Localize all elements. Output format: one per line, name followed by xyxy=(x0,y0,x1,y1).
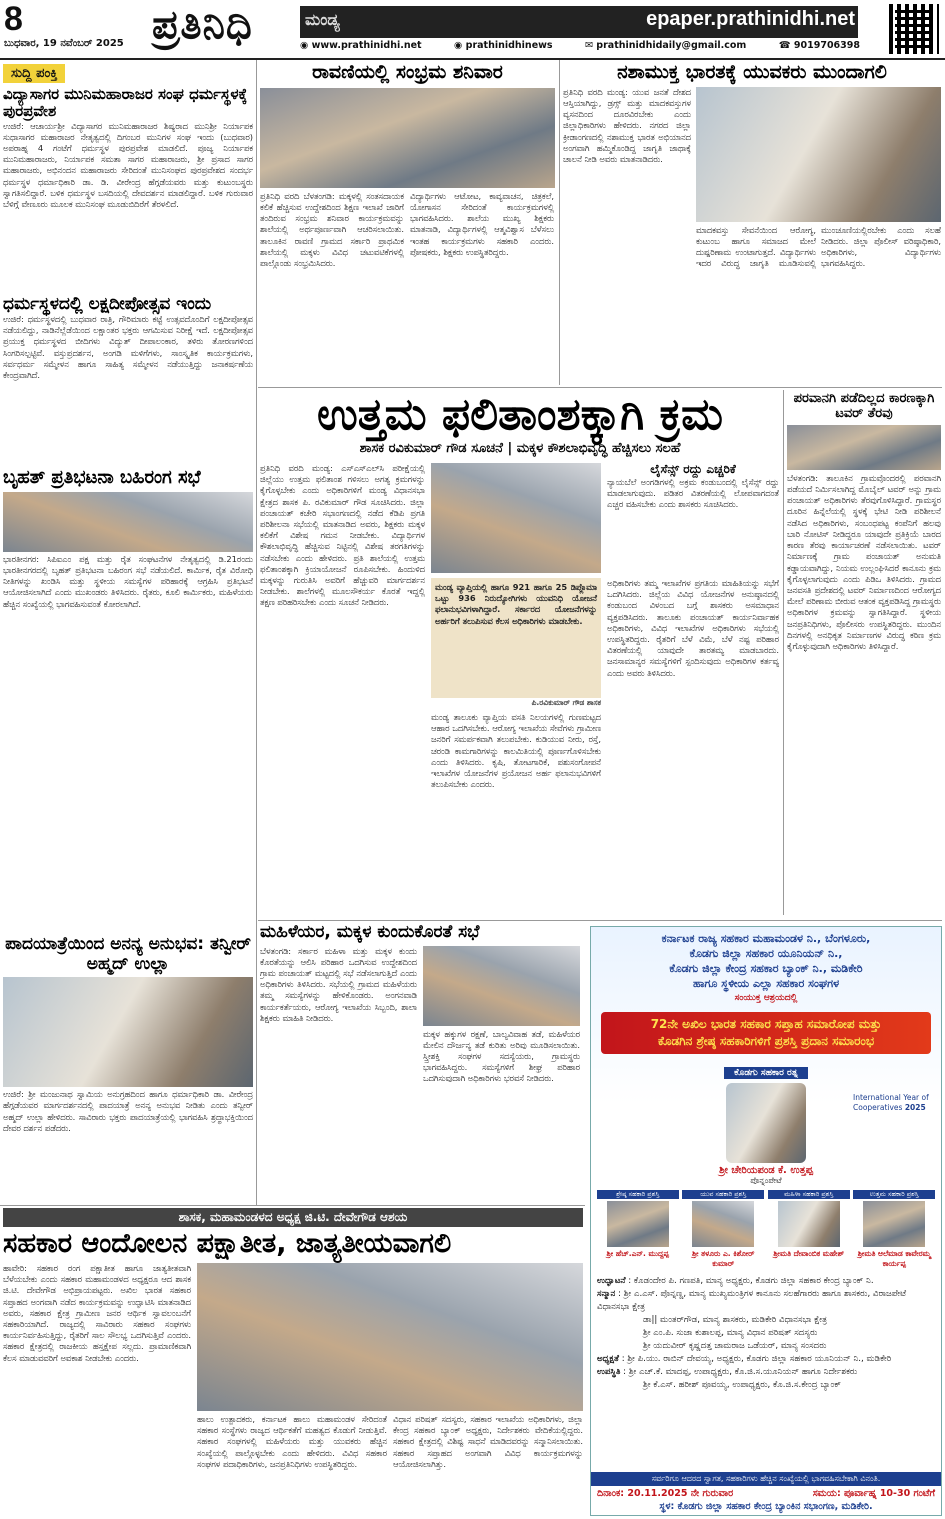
story-headline[interactable]: ಮಹಿಳೆಯರ, ಮಕ್ಕಳ ಕುಂದುಕೊರತೆ ಸಭೆ xyxy=(260,923,480,942)
ad-organizer: ಕರ್ನಾಟಕ ರಾಜ್ಯ ಸಹಕಾರ ಮಹಾಮಂಡಳ ನಿ., ಬೆಂಗಳೂರು, xyxy=(661,932,871,945)
story-body: ಬೆಳತಂಗಡಿ: ಸರ್ಕಾರ ಮಹಿಳಾ ಮತ್ತು ಮಕ್ಕಳ ಕುಂದು ಕೊರತೆಯನ್ನು ಆಲಿಸಿ ಪರಿಹಾರ ಒದಗಿಸುವ ಉದ್ದೇಶದಿಂದ ಗ್ರಾಮ ಪಂಚಾಯತ್ ಮಟ್ಟದಲ್ಲಿ ಸಭೆ ನಡೆಸಲಾಗುತ್ತಿದೆ ಎಂದು ಅಧಿಕಾರಿಗಳು ತಿಳಿಸಿದರು. ಸಭೆಯಲ್ಲಿ ಗ್ರಾಮದ ಮಹಿಳೆಯರು ತಮ್ಮ ಸಮಸ್ಯೆಗಳನ್ನು ಹೇಳಿಕೊಂಡರು. ಅಂಗನವಾಡಿ ಕಾರ್ಯಕರ್ತೆಯರು, ಆರೋಗ್ಯ ಇಲಾಖೆಯ ಸಿಬ್ಬಂದಿ, ಶಾಲಾ ಶಿಕ್ಷಕರು ಮಾಹಿತಿ ನೀಡಿದರು. xyxy=(260,945,417,1023)
quote-attribution: ಪಿ.ರವಿಕುಮಾರ್ ಗೌಡ ಶಾಸಕ xyxy=(531,697,601,707)
story-body: ಅಧಿಕಾರಿಗಳು ತಮ್ಮ ಇಲಾಖೆಗಳ ಪ್ರಗತಿಯ ಮಾಹಿತಿಯನ್ನು ಸಭೆಗೆ ಒದಗಿಸಿದರು. ಜಿಲ್ಲೆಯ ವಿವಿಧ ಯೋಜನೆಗಳ ಅನುಷ್ಠಾನದಲ್ಲಿ ಕಂಡುಬಂದ ವಿಳಂಬದ ಬಗ್ಗೆ ಶಾಸಕರು ಅಸಮಾಧಾನ ವ್ಯಕ್ತಪಡಿಸಿದರು. ತಾಲೂಕು ಪಂಚಾಯತ್ ಕಾರ್ಯನಿರ್ವಾಹಕ ಅಧಿಕಾರಿಗಳು, ವಿವಿಧ ಇಲಾಖೆಗಳ ಅಧಿಕಾರಿಗಳು ಸಭೆಯಲ್ಲಿ ಉಪಸ್ಥಿತರಿದ್ದರು. ರೈತರಿಗೆ ಬೆಳೆ ವಿಮೆ, ಬೆಳೆ ನಷ್ಟ ಪರಿಹಾರ ವಿತರಣೆಯಲ್ಲಿ ಯಾವುದೇ ತಾರತಮ್ಯ ಮಾಡಬಾರದು. ಜನಸಾಮಾನ್ಯರ ಸಮಸ್ಯೆಗಳಿಗೆ ಸ್ಪಂದಿಸುವುದು ಅಧಿಕಾರಿಗಳ ಕರ್ತವ್ಯ ಎಂದು ಅವರು ತಿಳಿಸಿದರು. xyxy=(607,577,779,678)
masthead xyxy=(0,0,945,60)
ad-title-line: ಕೊಡಗಿನ ಶ್ರೇಷ್ಠ ಸಹಕಾರಿಗಳಿಗೆ ಪ್ರಶಸ್ತಿ ಪ್ರದಾನ ಸಮಾರಂಭ xyxy=(657,1034,875,1048)
iyc-logo: International Year of Cooperatives 2025 xyxy=(853,1093,929,1112)
awardee-name: ಶ್ರೀಮತಿ ಆಲೆಮಾಡ ಕಾವೇರಮ್ಮ ಕಾರ್ಯಪ್ಪ xyxy=(857,1249,931,1268)
meeting-photo xyxy=(431,463,601,573)
edition-city: ಮಂಡ್ಯ xyxy=(305,10,340,29)
meeting-photo xyxy=(423,946,580,1026)
ad-organizer: ಕೊಡಗು ಜಿಲ್ಲಾ ಸಹಕಾರ ಯೂನಿಯನ್ ನಿ., xyxy=(689,947,843,960)
story-body: ವಿಧಾನ ಪರಿಷತ್ ಸದಸ್ಯರು, ಸಹಕಾರ ಇಲಾಖೆಯ ಅಧಿಕಾರಿಗಳು, ಜಿಲ್ಲಾ ಕೇಂದ್ರ ಸಹಕಾರ ಬ್ಯಾಂಕ್ ಅಧ್ಯಕ್ಷರು, ನಿರ್ದೇಶಕರು ವೇದಿಕೆಯಲ್ಲಿದ್ದರು. ಸಹಕಾರ ಕ್ಷೇತ್ರದಲ್ಲಿ ವಿಶಿಷ್ಟ ಸಾಧನೆ ಮಾಡಿದವರನ್ನು ಸನ್ಮಾನಿಸಲಾಯಿತು. ಸಹಕಾರ ಸಪ್ತಾಹದ ಅಂಗವಾಗಿ ವಿವಿಧ ಕಾರ್ಯಕ್ರಮಗಳನ್ನು ಆಯೋಜಿಸಲಾಗಿತ್ತು. xyxy=(393,1414,583,1469)
cooperative-story xyxy=(3,1208,583,1516)
boxed-headline: ಲೈಸೆನ್ಸ್ ರದ್ದು ಎಚ್ಚರಿಕೆ xyxy=(650,461,736,476)
newspaper-logo: ಪ್ರತಿನಿಧಿ xyxy=(152,2,253,48)
quote-text: ಮಂಡ್ಯ ವ್ಯಾಪ್ತಿಯಲ್ಲಿ ಹಾಗೂ 921 ಹಾಗೂ 25 ಡಿಪ್ಲೊಮಾ ಒಟ್ಟು 936 ನಿರುದ್ಯೋಗಿಗಳು ಯುವನಿಧಿ ಯೋಜನೆ ಫಲಾನುಭವಿಗಳಾಗಿದ್ದಾರೆ. ಸರ್ಕಾರದ ಯೋಜನೆಗಳನ್ನು ಅರ್ಹರಿಗೆ ತಲುಪಿಸುವ ಕೆಲಸ ಅಧಿಕಾರಿಗಳು ಮಾಡಬೇಕು. xyxy=(435,581,597,626)
story-headline[interactable]: ನಶಾಮುಕ್ತ ಭಾರತಕ್ಕೆ ಯುವಕರು ಮುಂದಾಗಲಿ xyxy=(617,62,887,83)
award-label: ಕೊಡಗು ಸಹಕಾರ ರತ್ನ xyxy=(724,1067,808,1079)
story-body: ಉಜಿರೆ: ಧರ್ಮಸ್ಥಳದಲ್ಲಿ ಬುಧವಾರ ರಾತ್ರಿ, ಗೌರಿಮಾರು ಕಟ್ಟೆ ಉತ್ಸವದೊಂದಿಗೆ ಲಕ್ಷದೀಪೋತ್ಸವ ನಡೆಯಲಿದ್ದು, ನಾಡಿನೆಲ್ಲೆಡೆಯಿಂದ ಲಕ್ಷಾಂತರ ಭಕ್ತರು ಆಗಮಿಸುವ ನಿರೀಕ್ಷೆ ಇದೆ. ಲಕ್ಷದೀಪೋತ್ಸವ ಪ್ರಯುಕ್ತ ಧರ್ಮಸ್ಥಳದ ಬೀದಿಗಳು ವಿದ್ಯುತ್ ದೀಪಾಲಂಕಾರ, ತಳಿರು ತೋರಣಗಳಿಂದ ಸಿಂಗರಿಸಲ್ಪಟ್ಟಿವೆ. ವಸ್ತುಪ್ರದರ್ಶನ, ಅಂಗಡಿ ಮಳಿಗೆಗಳು, ಸಾಂಸ್ಕೃತಿಕ ಕಾರ್ಯಕ್ರಮಗಳು, ಸರ್ವಧರ್ಮ ಸಮ್ಮೇಳನ ಹಾಗೂ ಸಾಹಿತ್ಯ ಸಮ್ಮೇಳನ ನಡೆಯುತ್ತಿದ್ದು ಜನಾಕರ್ಷಣೆಯ ಕೇಂದ್ರವಾಗಿದೆ. xyxy=(3,314,253,381)
story-body: ಉಜಿರೆ: ಆಚಾರ್ಯಶ್ರೀ ವಿದ್ಯಾಸಾಗರ ಮುನಿಮಹಾರಾಜರ ಶಿಷ್ಯರಾದ ಮುನಿಶ್ರೀ ನಿರ್ಯಾಪಕ ಸುಧಾಸಾಗರ ಮಹಾರಾಜರ ನೇತೃತ್ವದಲ್ಲಿ ದಿಗಂಬರ ಮುನಿಗಳ ಸಂಘ ಇಂದು (ಬುಧವಾರ) ಅಪರಾಹ್ನ 4 ಗಂಟೆಗೆ ಧರ್ಮಸ್ಥಳ ಪುರಪ್ರವೇಶ ಮಾಡಲಿದೆ. ಪೂಜ್ಯ ನಿರ್ಯಾಪಕ ಮುನಿಮಹಾರಾಜರು, ನಿರ್ಯಾಪಕ ಸಮತಾ ಸಾಗರ ಮಹಾರಾಜರು, ಶ್ರೀ ಪ್ರಸಾದ ಸಾಗರ ಮಹಾರಾಜರು, ಅಭಿನಂದನ ಮಹಾರಾಜರು ಸೇರಿದಂತೆ ಮುನಿಸಂಘದ ಪುರಪ್ರವೇಶದ ಸಂದರ್ಭ ಧರ್ಮಸ್ಥಳ ಧರ್ಮಾಧಿಕಾರಿ ಡಾ. ಡಿ. ವೀರೇಂದ್ರ ಹೆಗ್ಗಡೆಯವರು ಮತ್ತು ಕುಟುಂಬಸ್ಥರು ಸ್ವಾಗತಿಸಲಿದ್ದಾರೆ. ಬಳಿಕ ಧರ್ಮಸ್ಥಳ ಬಸದಿಯಲ್ಲಿ ದೇವದರ್ಶನ ಮಾಡಲಿದ್ದಾರೆ. ಬಳಿಕ ಗುರುವಾರ ಬೆಳಿಗ್ಗೆ ವೇಣೂರು ಮೂಲಕ ಮುನಿಸಂಘ ಮೂಡುಬಿದಿರೆಗೆ ತೆರಳಲಿದೆ. xyxy=(3,120,253,209)
story-body: ಮಕ್ಕಳ ಹಕ್ಕುಗಳ ರಕ್ಷಣೆ, ಬಾಲ್ಯವಿವಾಹ ತಡೆ, ಮಹಿಳೆಯರ ಮೇಲಿನ ದೌರ್ಜನ್ಯ ತಡೆ ಕುರಿತು ಅರಿವು ಮೂಡಿಸಲಾಯಿತು. ಸ್ತ್ರೀಶಕ್ತಿ ಸಂಘಗಳ ಸದಸ್ಯೆಯರು, ಗ್ರಾಮಸ್ಥರು ಭಾಗವಹಿಸಿದ್ದರು. ಸಮಸ್ಯೆಗಳಿಗೆ ಶೀಘ್ರ ಪರಿಹಾರ ಒದಗಿಸುವುದಾಗಿ ಅಧಿಕಾರಿಗಳು ಭರವಸೆ ನೀಡಿದರು. xyxy=(423,1028,580,1084)
column-rule xyxy=(256,60,257,1205)
ad-organizer-note: ಸಂಯುಕ್ತ ಆಶ್ರಯದಲ್ಲಿ xyxy=(734,993,798,1003)
story-headline[interactable]: ಬೃಹತ್ ಪ್ರತಿಭಟನಾ ಬಹಿರಂಗ ಸಭೆ xyxy=(3,467,201,489)
awardee-photo xyxy=(863,1201,925,1247)
story-body: ಹಾಲು ಉತ್ಪಾದಕರು, ಕರ್ನಾಟಕ ಹಾಲು ಮಹಾಮಂಡಳ ಸೇರಿದಂತೆ ಸಹಕಾರ ಸಂಸ್ಥೆಗಳು ರಾಜ್ಯದ ಆರ್ಥಿಕತೆಗೆ ಮಹತ್ವದ ಕೊಡುಗೆ ನೀಡುತ್ತಿವೆ. ಸಹಕಾರ ಸಂಘಗಳಲ್ಲಿ ಮಹಿಳೆಯರು ಮತ್ತು ಯುವಕರು ಹೆಚ್ಚಿನ ಸಂಖ್ಯೆಯಲ್ಲಿ ಪಾಲ್ಗೊಳ್ಳಬೇಕು ಎಂದು ಹೇಳಿದರು. ವಿವಿಧ ಸಹಕಾರ ಸಂಘಗಳ ಪದಾಧಿಕಾರಿಗಳು, ಜನಪ್ರತಿನಿಧಿಗಳು ಉಪಸ್ಥಿತರಿದ್ದರು. xyxy=(197,1414,387,1469)
section-rule xyxy=(258,920,942,921)
section-kicker: ಸುದ್ದಿ ಪಂಕ್ತಿ xyxy=(3,64,65,83)
story-headline[interactable]: ಧರ್ಮಸ್ಥಳದಲ್ಲಿ ಲಕ್ಷದೀಪೋತ್ಸವ ಇಂದು xyxy=(3,293,212,314)
quote-box xyxy=(431,578,601,698)
column-rule xyxy=(783,390,784,915)
section-rule xyxy=(0,1205,585,1206)
padayatra-photo xyxy=(3,977,253,1087)
ad-program-row: ಅಧ್ಯಕ್ಷತೆ : ಶ್ರೀ ಪಿ.ಯು. ರಾಬಿನ್ ದೇವಯ್ಯ, ಅಧ್ಯಕ್ಷರು, ಕೊಡಗು ಜಿಲ್ಲಾ ಸಹಕಾರ ಯೂನಿಯನ್ ನಿ., ಮಡಿಕೇರಿ xyxy=(597,1354,892,1364)
award-category: ಮಹಿಳಾ ಸಹಕಾರಿ ಪ್ರಶಸ್ತಿ xyxy=(768,1190,850,1199)
awardee-name: ಶ್ರೀ ತಳೂರು ಎ. ಕಿಶೋರ್ ಕುಮಾರ್ xyxy=(691,1249,755,1268)
story-headline[interactable]: ರಾವಣಿಯಲ್ಲಿ ಸಂಭ್ರಮ ಶನಿವಾರ xyxy=(312,62,503,83)
top-middle-story xyxy=(260,62,555,384)
rally-photo xyxy=(696,87,941,222)
page-number: 8 xyxy=(4,0,23,38)
issue-date: ಬುಧವಾರ, 19 ನವೆಂಬರ್ 2025 xyxy=(4,38,124,49)
website-link[interactable]: ◉ www.prathinidhi.net xyxy=(300,40,422,51)
award-category: ಯುವ ಸಹಕಾರಿ ಪ್ರಶಸ್ತಿ xyxy=(682,1190,764,1199)
lead-story xyxy=(260,390,780,920)
contact-strip xyxy=(300,40,860,51)
awardee-name: ಶ್ರೀ ಹೆಚ್.ಎನ್. ಮುದ್ದಪ್ಪ xyxy=(606,1249,669,1258)
top-right-story xyxy=(563,62,941,384)
story-headline[interactable]: ವಿದ್ಯಾಸಾಗರ ಮುನಿಮಹಾರಾಜರ ಸಂಘ ಧರ್ಮಸ್ಥಳಕ್ಕೆ ಪುರಪ್ರವೇಶ xyxy=(3,85,248,121)
story-body: ಉಜಿರೆ: ಶ್ರೀ ಮಂಜುನಾಥ ಸ್ವಾಮಿಯ ಅನುಗ್ರಹದಿಂದ ಹಾಗೂ ಧರ್ಮಾಧಿಕಾರಿ ಡಾ. ವೀರೇಂದ್ರ ಹೆಗ್ಗಡೆಯವರ ಮಾರ್ಗದರ್ಶನದಲ್ಲಿ ಪಾದಯಾತ್ರೆ ಅನನ್ಯ ಅನುಭವ ನೀಡಿತು ಎಂದು ತನ್ವೀರ್ ಅಹ್ಮದ್ ಉಲ್ಲಾ ಹೇಳಿದರು. ಸಾವಿರಾರು ಭಕ್ತರು ಪಾದಯಾತ್ರೆಯಲ್ಲಿ ಭಾಗವಹಿಸಿ ಶ್ರದ್ಧಾಭಕ್ತಿಯಿಂದ ದೇವರ ದರ್ಶನ ಪಡೆದರು. xyxy=(3,1089,253,1133)
school-event-photo xyxy=(260,88,555,188)
story-headline[interactable]: ಪಾದಯಾತ್ರೆಯಿಂದ ಅನನ್ಯ ಅನುಭವ: ತನ್ವೀರ್ ಅಹ್ಮದ್ ಉಲ್ಲಾ xyxy=(5,935,251,974)
ad-program-row: ಉದ್ಘಾಟನೆ : ಕೊಡಂದೇರ ಪಿ. ಗಣಪತಿ, ಮಾನ್ಯ ಅಧ್ಯಕ್ಷರು, ಕೊಡಗು ಜಿಲ್ಲಾ ಸಹಕಾರ ಕೇಂದ್ರ ಬ್ಯಾಂಕ್ ನಿ. xyxy=(597,1276,874,1286)
awardee-photo xyxy=(778,1201,840,1247)
awardee-photo xyxy=(726,1083,806,1163)
ad-organizer: ಕೊಡಗು ಜಿಲ್ಲಾ ಕೇಂದ್ರ ಸಹಕಾರ ಬ್ಯಾಂಕ್ ನಿ., ಮಡಿಕೇರಿ xyxy=(669,962,863,975)
social-handle[interactable]: ◉ prathinidhinews xyxy=(454,40,553,51)
awardee-name: ಶ್ರೀಮತಿ ದೇವಾಂಬಿಕ ಮಹೇಶ್ xyxy=(773,1249,845,1258)
ad-program-row: ಉಪಸ್ಥಿತಿ : ಶ್ರೀ ಎಚ್.ಕೆ. ಮಾದಪ್ಪ, ಉಪಾಧ್ಯಕ್ಷರು, ಕೊ.ಜಿ.ಸ.ಯೂನಿಯನ್ ಹಾಗೂ ನಿರ್ದೇಶಕರು xyxy=(597,1367,858,1377)
phone-number: ☎ 9019706398 xyxy=(778,40,860,51)
ad-title-line: 72ನೇ ಅಖಿಲ ಭಾರತ ಸಹಕಾರ ಸಪ್ತಾಹ ಸಮಾರೋಪ ಮತ್ತು xyxy=(650,1017,882,1031)
story-kicker: ಶಾಸಕ, ಮಹಾಮಂಡಳದ ಅಧ್ಯಕ್ಷ ಜಿ.ಟಿ. ದೇವೇಗೌಡ ಆಶಯ xyxy=(3,1208,583,1227)
story-body: ಪ್ರತಿನಿಧಿ ವರದಿ ಮಂಡ್ಯ: ಯುವ ಜನತೆ ದೇಶದ ಆಸ್ತಿಯಾಗಿದ್ದು, ಡ್ರಗ್ಸ್ ಮತ್ತು ಮಾದಕವಸ್ತುಗಳ ವ್ಯಸನದಿಂದ ದೂರವಿರಬೇಕು ಎಂದು ಜಿಲ್ಲಾಧಿಕಾರಿಗಳು ಹೇಳಿದರು. ನಗರದ ಜಿಲ್ಲಾ ಕ್ರೀಡಾಂಗಣದಲ್ಲಿ ನಶಾಮುಕ್ತ ಭಾರತ ಅಭಿಯಾನದ ಅಂಗವಾಗಿ ಹಮ್ಮಿಕೊಂಡಿದ್ದ ಜಾಗೃತಿ ಜಾಥಾಕ್ಕೆ ಚಾಲನೆ ನೀಡಿ ಅವರು ಮಾತನಾಡಿದರು. xyxy=(563,86,691,165)
story-body: ವಿದ್ಯಾರ್ಥಿಗಳು ಆಟೋಟ, ಕಾವ್ಯವಾಚನ, ಚಿತ್ರಕಲೆ, ಯೋಗಾಸನ ಸೇರಿದಂತೆ ಕಾರ್ಯಕ್ರಮಗಳಲ್ಲಿ ಭಾಗವಹಿಸಿದರು. ಶಾಲೆಯ ಮುಖ್ಯ ಶಿಕ್ಷಕರು ಮಾತನಾಡಿ, ವಿದ್ಯಾರ್ಥಿಗಳಲ್ಲಿ ಆತ್ಮವಿಶ್ವಾಸ ಬೆಳೆಸಲು ಇಂತಹ ಕಾರ್ಯಕ್ರಮಗಳು ಸಹಕಾರಿ ಎಂದರು. ಪೋಷಕರು, ಶಿಕ್ಷಕರು ಉಪಸ್ಥಿತರಿದ್ದರು. xyxy=(410,190,554,257)
ad-program-row: ಶ್ರೀ ಎಂ.ಪಿ. ಸುಜಾ ಕುಶಾಲಪ್ಪ, ಮಾನ್ಯ ವಿಧಾನ ಪರಿಷತ್ ಸದಸ್ಯರು xyxy=(643,1328,818,1338)
women-children-story xyxy=(260,923,580,1203)
lead-headline[interactable]: ಉತ್ತಮ ಫಲಿತಾಂಶಕ್ಕಾಗಿ ಕ್ರಮ xyxy=(316,390,724,440)
press-meet-photo xyxy=(3,492,253,552)
story-body: ಪ್ರತಿನಿಧಿ ವರದಿ ಬೆಳತಂಗಡಿ: ಮಕ್ಕಳಲ್ಲಿ ಸಂತಸದಾಯಕ ಕಲಿಕೆ ಹೆಚ್ಚಿಸುವ ಉದ್ದೇಶದಿಂದ ಶಿಕ್ಷಣ ಇಲಾಖೆ ಜಾರಿಗೆ ತಂದಿರುವ ಸಂಭ್ರಮ ಶನಿವಾರ ಕಾರ್ಯಕ್ರಮವನ್ನು ಶಾಲೆಯಲ್ಲಿ ಅರ್ಥಪೂರ್ಣವಾಗಿ ಆಚರಿಸಲಾಯಿತು. ತಾಲೂಕಿನ ರಾವಣಿ ಗ್ರಾಮದ ಸರ್ಕಾರಿ ಪ್ರಾಥಮಿಕ ಶಾಲೆಯಲ್ಲಿ ಮಕ್ಕಳು ವಿವಿಧ ಚಟುವಟಿಕೆಗಳಲ್ಲಿ ಪಾಲ್ಗೊಂಡು ಸಂಭ್ರಮಿಸಿದರು. xyxy=(260,190,404,269)
epaper-link[interactable]: epaper.prathinidhi.net xyxy=(646,8,855,30)
ad-invitation: ಸರ್ವರಿಗೂ ಆದರದ ಸ್ವಾಗತ, ಸಹಕಾರಿಗಳು ಹೆಚ್ಚಿನ ಸಂಖ್ಯೆಯಲ್ಲಿ ಭಾಗವಹಿಸಬೇಕಾಗಿ ವಿನಂತಿ. xyxy=(591,1472,941,1486)
story-headline[interactable]: ಸಹಕಾರ ಆಂದೋಲನ ಪಕ್ಷಾತೀತ, ಜಾತ್ಯತೀಯವಾಗಲಿ xyxy=(3,1228,452,1259)
inauguration-photo xyxy=(197,1263,583,1411)
story-body: ಮಾದಕವಸ್ತು ಸೇವನೆಯಿಂದ ಆರೋಗ್ಯ, ಕುಟುಂಬ ಹಾಗೂ ಸಮಾಜದ ಮೇಲೆ ದುಷ್ಪರಿಣಾಮ ಉಂಟಾಗುತ್ತದೆ. ವಿದ್ಯಾರ್ಥಿಗಳು ಇದರ ವಿರುದ್ಧ ಜಾಗೃತಿ ಮೂಡಿಸುವಲ್ಲಿ ಮುಂಚೂಣಿಯಲ್ಲಿರಬೇಕು ಎಂದು ಸಲಹೆ ನೀಡಿದರು. ಜಿಲ್ಲಾ ಪೊಲೀಸ್ ವರಿಷ್ಠಾಧಿಕಾರಿ, ಅಧಿಕಾರಿಗಳು, ವಿದ್ಯಾರ್ಥಿಗಳು ಭಾಗವಹಿಸಿದ್ದರು. xyxy=(696,224,941,269)
story-body: ಮಂಡ್ಯ ತಾಲೂಕು ವ್ಯಾಪ್ತಿಯ ವಸತಿ ನಿಲಯಗಳಲ್ಲಿ ಗುಣಮಟ್ಟದ ಆಹಾರ ಒದಗಿಸಬೇಕು. ಆರೋಗ್ಯ ಇಲಾಖೆಯ ಸೇವೆಗಳು ಗ್ರಾಮೀಣ ಜನರಿಗೆ ಸಮರ್ಪಕವಾಗಿ ತಲುಪಬೇಕು. ಕುಡಿಯುವ ನೀರು, ರಸ್ತೆ, ಚರಂಡಿ ಕಾಮಗಾರಿಗಳನ್ನು ಕಾಲಮಿತಿಯಲ್ಲಿ ಪೂರ್ಣಗೊಳಿಸಬೇಕು ಎಂದು ತಿಳಿಸಿದರು. ಕೃಷಿ, ತೋಟಗಾರಿಕೆ, ಪಶುಸಂಗೋಪನೆ ಇಲಾಖೆಗಳ ಯೋಜನೆಗಳ ಪ್ರಯೋಜನ ಅರ್ಹ ಫಲಾನುಭವಿಗಳಿಗೆ ತಲುಪಿಸಬೇಕು ಎಂದರು. xyxy=(431,711,601,790)
ad-organizer: ಹಾಗೂ ಸ್ಥಳೀಯ ಎಲ್ಲಾ ಸಹಕಾರ ಸಂಘಗಳ xyxy=(692,977,840,990)
awardee-photo xyxy=(692,1201,754,1247)
ad-program-row: ಡಾ|| ಮಂತರ್‌ಗೌಡ, ಮಾನ್ಯ ಶಾಸಕರು, ಮಡಿಕೇರಿ ವಿಧಾನಸಭಾ ಕ್ಷೇತ್ರ xyxy=(643,1315,828,1325)
column-rule xyxy=(559,60,560,385)
boxed-text: ನ್ಯಾಯಬೆಲೆ ಅಂಗಡಿಗಳಲ್ಲಿ ಅಕ್ರಮ ಕಂಡುಬಂದಲ್ಲಿ ಲೈಸೆನ್ಸ್ ರದ್ದು ಮಾಡಲಾಗುವುದು. ಪಡಿತರ ವಿತರಣೆಯಲ್ಲಿ ಲೋಪವಾಗದಂತೆ ಎಚ್ಚರ ವಹಿಸಬೇಕು ಎಂದು ಶಾಸಕರು ಸೂಚಿಸಿದರು. xyxy=(607,476,779,510)
cooperative-advertisement[interactable] xyxy=(590,926,942,1516)
left-story-bottom xyxy=(3,935,253,1200)
ad-title-banner xyxy=(601,1012,931,1054)
story-body: ಬೆಳತಂಗಡಿ: ತಾಲೂಕಿನ ಗ್ರಾಮವೊಂದರಲ್ಲಿ ಪರವಾನಗಿ ಪಡೆಯದೆ ನಿರ್ಮಿಸಲಾಗಿದ್ದ ಮೊಬೈಲ್ ಟವರ್ ಅನ್ನು ಗ್ರಾಮ ಪಂಚಾಯತ್ ಅಧಿಕಾರಿಗಳು ತೆರವುಗೊಳಿಸಿದ್ದಾರೆ. ಗ್ರಾಮಸ್ಥರ ದೂರಿನ ಹಿನ್ನೆಲೆಯಲ್ಲಿ ಸ್ಥಳಕ್ಕೆ ಭೇಟಿ ನೀಡಿ ಪರಿಶೀಲನೆ ನಡೆಸಿದ ಅಧಿಕಾರಿಗಳು, ಸಂಬಂಧಪಟ್ಟ ಕಂಪೆನಿಗೆ ಹಲವು ಬಾರಿ ನೋಟಿಸ್ ನೀಡಿದ್ದರೂ ಯಾವುದೇ ಪ್ರತಿಕ್ರಿಯೆ ಬಾರದ ಕಾರಣ ತೆರವು ಕಾರ್ಯಾಚರಣೆ ನಡೆಸಲಾಯಿತು. ಟವರ್ ನಿರ್ಮಾಣಕ್ಕೆ ಗ್ರಾಮ ಪಂಚಾಯತ್ ಅನುಮತಿ ಕಡ್ಡಾಯವಾಗಿದ್ದು, ನಿಯಮ ಉಲ್ಲಂಘಿಸಿದರೆ ಕಾನೂನು ಕ್ರಮ ಕೈಗೊಳ್ಳಲಾಗುವುದು ಎಂದು ಪಿಡಿಒ ತಿಳಿಸಿದರು. ಗ್ರಾಮದ ಜನವಸತಿ ಪ್ರದೇಶದಲ್ಲಿ ಟವರ್ ನಿರ್ಮಾಣದಿಂದ ಆರೋಗ್ಯದ ಮೇಲೆ ಪರಿಣಾಮ ಬೀರುವ ಆತಂಕ ವ್ಯಕ್ತಪಡಿಸಿದ್ದ ಗ್ರಾಮಸ್ಥರು ಅಧಿಕಾರಿಗಳ ಕ್ರಮವನ್ನು ಸ್ವಾಗತಿಸಿದ್ದಾರೆ. ಸ್ಥಳೀಯ ಜನಪ್ರತಿನಿಧಿಗಳು, ಪೊಲೀಸರು ಉಪಸ್ಥಿತರಿದ್ದರು. ಮುಂದಿನ ದಿನಗಳಲ್ಲಿ ಅನಧಿಕೃತ ನಿರ್ಮಾಣಗಳ ವಿರುದ್ಧ ಕಠಿಣ ಕ್ರಮ ಕೈಗೊಳ್ಳುವುದಾಗಿ ಅಧಿಕಾರಿಗಳು ತಿಳಿಸಿದ್ದಾರೆ. xyxy=(787,472,941,651)
story-body: ಹಾವೇರಿ: ಸಹಕಾರ ರಂಗ ಪಕ್ಷಾತೀತ ಹಾಗೂ ಜಾತ್ಯತೀತವಾಗಿ ಬೆಳೆಯಬೇಕು ಎಂದು ಸಹಕಾರ ಮಹಾಮಂಡಳದ ಅಧ್ಯಕ್ಷರೂ ಆದ ಶಾಸಕ ಜಿ.ಟಿ. ದೇವೇಗೌಡ ಅಭಿಪ್ರಾಯಪಟ್ಟರು. ಅಖಿಲ ಭಾರತ ಸಹಕಾರ ಸಪ್ತಾಹದ ಅಂಗವಾಗಿ ನಡೆದ ಕಾರ್ಯಕ್ರಮವನ್ನು ಉದ್ಘಾಟಿಸಿ ಮಾತನಾಡಿದ ಅವರು, ಸಹಕಾರ ಕ್ಷೇತ್ರ ಗ್ರಾಮೀಣ ಜನರ ಆರ್ಥಿಕ ಸ್ವಾವಲಂಬನೆಗೆ ಸಹಕಾರಿಯಾಗಿದೆ. ರಾಜ್ಯದಲ್ಲಿ ಸಾವಿರಾರು ಸಹಕಾರ ಸಂಘಗಳು ಕಾರ್ಯನಿರ್ವಹಿಸುತ್ತಿದ್ದು, ರೈತರಿಗೆ ಸಾಲ ಸೌಲಭ್ಯ ಒದಗಿಸುತ್ತಿವೆ ಎಂದರು. ಸಹಕಾರ ಕ್ಷೇತ್ರದಲ್ಲಿ ರಾಜಕೀಯ ಹಸ್ತಕ್ಷೇಪ ಸಲ್ಲದು. ಪ್ರಾಮಾಣಿಕವಾಗಿ ಕೆಲಸ ಮಾಡುವವರಿಗೆ ಅವಕಾಶ ನೀಡಬೇಕು ಎಂದರು. xyxy=(3,1263,191,1363)
award-category: ಉತ್ತಮ ಸಹಕಾರಿ ಪ್ರಶಸ್ತಿ xyxy=(853,1190,935,1199)
award-category: ಶ್ರೇಷ್ಠ ಸಹಕಾರಿ ಪ್ರಶಸ್ತಿ xyxy=(597,1190,679,1199)
section-rule xyxy=(258,387,942,388)
event-date: ದಿನಾಂಕ: 20.11.2025 ನೇ ಗುರುವಾರ xyxy=(597,1488,734,1499)
email-link[interactable]: ✉ prathinidhidaily@gmail.com xyxy=(585,40,747,51)
ad-program-row: ಸನ್ಮಾನ : ಶ್ರೀ ಎ.ಎಸ್. ಪೊನ್ನಣ್ಣ, ಮಾನ್ಯ ಮುಖ್ಯಮಂತ್ರಿಗಳ ಕಾನೂನು ಸಲಹೆಗಾರರು ಹಾಗೂ ಶಾಸಕರು, ವಿರಾಜಪೇಟೆ ವಿಧಾನಸಭಾ ಕ್ಷೇತ್ರ xyxy=(597,1289,907,1312)
qr-code-icon[interactable] xyxy=(889,4,939,54)
awardee-place: ಪೊನ್ನಂಪೇಟೆ xyxy=(750,1176,782,1185)
awardee-name: ಶ್ರೀ ಚೇರಿಯಪಂಡ ಕೆ. ಉತ್ತಪ್ಪ xyxy=(719,1165,813,1176)
event-time: ಸಮಯ: ಪೂರ್ವಾಹ್ನ 10-30 ಗಂಟೆಗೆ xyxy=(812,1488,935,1499)
tower-photo xyxy=(787,425,941,470)
ad-program-row: ಶ್ರೀ ಯದುವೀರ್ ಕೃಷ್ಣದತ್ತ ಚಾಮರಾಜ ಒಡೆಯರ್, ಮಾನ್ಯ ಸಂಸದರು xyxy=(643,1341,827,1351)
event-venue: ಸ್ಥಳ: ಕೊಡಗು ಜಿಲ್ಲಾ ಸಹಕಾರ ಕೇಂದ್ರ ಬ್ಯಾಂಕಿನ ಸಭಾಂಗಣ, ಮಡಿಕೇರಿ. xyxy=(659,1501,873,1512)
awardee-photo xyxy=(607,1201,669,1247)
lead-subheadline: ಶಾಸಕ ರವಿಕುಮಾರ್ ಗೌಡ ಸೂಚನೆ | ಮಕ್ಕಳ ಕೌಶಲಾಭಿವೃದ್ಧಿ ಹೆಚ್ಚಿಸಲು ಸಲಹೆ xyxy=(359,441,681,456)
story-body: ಭಾರತೀನಗರ: ಸಿಪಿಐಎಂ ಪಕ್ಷ ಮತ್ತು ರೈತ ಸಂಘಟನೆಗಳ ನೇತೃತ್ವದಲ್ಲಿ ಡಿ.21ರಂದು ಭಾರತೀನಗರದಲ್ಲಿ ಬೃಹತ್ ಪ್ರತಿಭಟನಾ ಬಹಿರಂಗ ಸಭೆ ನಡೆಯಲಿದೆ. ಕಾರ್ಮಿಕ, ರೈತ ವಿರೋಧಿ ನೀತಿಗಳನ್ನು ಖಂಡಿಸಿ ಮತ್ತು ಸ್ಥಳೀಯ ಸಮಸ್ಯೆಗಳ ಪರಿಹಾರಕ್ಕೆ ಆಗ್ರಹಿಸಿ ಪ್ರತಿಭಟನೆ ಆಯೋಜಿಸಲಾಗಿದೆ ಎಂದು ಮುಖಂಡರು ತಿಳಿಸಿದರು. ರೈತರು, ಕೂಲಿ ಕಾರ್ಮಿಕರು, ಮಹಿಳೆಯರು ಹೆಚ್ಚಿನ ಸಂಖ್ಯೆಯಲ್ಲಿ ಭಾಗವಹಿಸುವಂತೆ ಕೋರಲಾಗಿದೆ. xyxy=(3,553,253,609)
story-headline[interactable]: ಪರವಾನಗಿ ಪಡೆದಿಲ್ಲದ ಕಾರಣಕ್ಕಾಗಿ ಟವರ್ ತೆರವು xyxy=(793,392,935,421)
story-body: ಪ್ರತಿನಿಧಿ ವರದಿ ಮಂಡ್ಯ: ಎಸ್ಎಸ್ಎಲ್‌ಸಿ ಪರೀಕ್ಷೆಯಲ್ಲಿ ಜಿಲ್ಲೆಯು ಉತ್ತಮ ಫಲಿತಾಂಶ ಗಳಿಸಲು ಅಗತ್ಯ ಕ್ರಮಗಳನ್ನು ಕೈಗೊಳ್ಳಬೇಕು ಎಂದು ಅಧಿಕಾರಿಗಳಿಗೆ ಮಂಡ್ಯ ವಿಧಾನಸಭಾ ಕ್ಷೇತ್ರದ ಶಾಸಕ ಪಿ. ರವಿಕುಮಾರ್ ಗೌಡ ಸೂಚಿಸಿದರು. ಜಿಲ್ಲಾ ಪಂಚಾಯತ್ ಕಚೇರಿ ಸಭಾಂಗಣದಲ್ಲಿ ನಡೆದ ಕೆಡಿಪಿ ಪ್ರಗತಿ ಪರಿಶೀಲನಾ ಸಭೆಯಲ್ಲಿ ಮಾತನಾಡಿದ ಅವರು, ಶಿಕ್ಷಕರು ಮಕ್ಕಳ ಕಲಿಕೆಗೆ ವಿಶೇಷ ಗಮನ ನೀಡಬೇಕು. ವಿದ್ಯಾರ್ಥಿಗಳ ಕೌಶಲಾಭಿವೃದ್ಧಿ ಹೆಚ್ಚಿಸುವ ನಿಟ್ಟಿನಲ್ಲಿ ವಿಶೇಷ ತರಗತಿಗಳನ್ನು ನಡೆಸಬೇಕು ಎಂದು ಹೇಳಿದರು. ಪ್ರತಿ ಶಾಲೆಯಲ್ಲಿ ಉತ್ತಮ ಫಲಿತಾಂಶಕ್ಕಾಗಿ ಕ್ರಿಯಾಯೋಜನೆ ರೂಪಿಸಬೇಕು. ಹಿಂದುಳಿದ ಮಕ್ಕಳನ್ನು ಗುರುತಿಸಿ ಅವರಿಗೆ ಹೆಚ್ಚುವರಿ ಮಾರ್ಗದರ್ಶನ ನೀಡಬೇಕು. ಶಾಲೆಗಳಲ್ಲಿ ಮೂಲಸೌಕರ್ಯ ಕೊರತೆ ಇದ್ದಲ್ಲಿ ತಕ್ಷಣ ಪರಿಹರಿಸಬೇಕು ಎಂದು ಸೂಚನೆ ನೀಡಿದರು. xyxy=(260,462,425,608)
ad-program-row: ಶ್ರೀ ಕೆ.ಎಸ್. ಹರೀಶ್ ಪೂವಯ್ಯ, ಉಪಾಧ್ಯಕ್ಷರು, ಕೊ.ಜಿ.ಸ.ಕೇಂದ್ರ ಬ್ಯಾಂಕ್ xyxy=(643,1380,841,1390)
right-middle-story xyxy=(787,392,941,917)
